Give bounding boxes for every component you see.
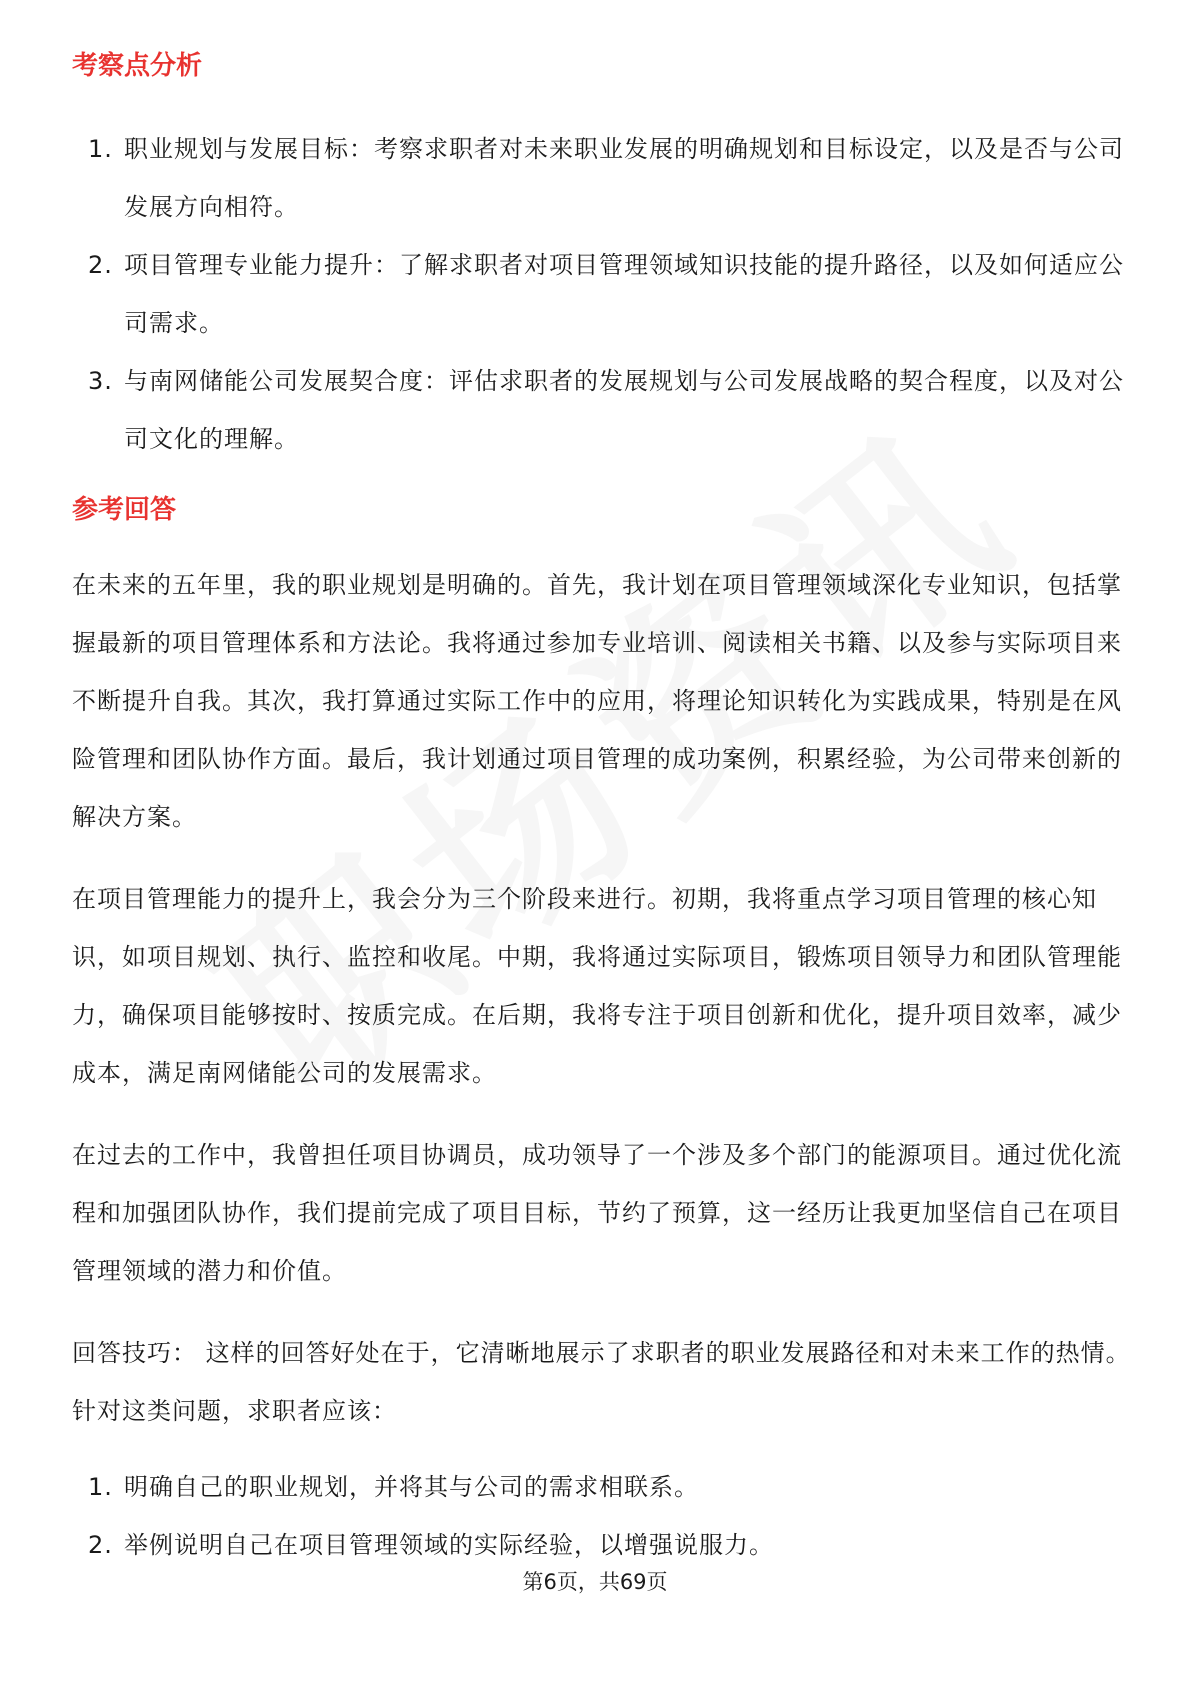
list-text: 职业规划与发展目标：考察求职者对未来职业发展的明确规划和目标设定，以及是否与公司发展方向相符。 xyxy=(124,135,1124,221)
answer-title: 参考回答 xyxy=(72,495,177,525)
answer-paragraph: 在项目管理能力的提升上，我会分为三个阶段来进行。初期，我将重点学习项目管理的核心知识，如项目规划、执行、监控和收尾。中期，我将通过实际项目，锻炼项目领导力和团队管理能力，确保项目能够按时、按质完成。在后期，我将专注于项目创新和优化，提升项目效率，减少成本，满足南网储能公司的发展需求。 xyxy=(72,885,1122,1087)
answer-paragraph: 在未来的五年里，我的职业规划是明确的。首先，我计划在项目管理领域深化专业知识，包括掌握最新的项目管理体系和方法论。我将通过参加专业培训、阅读相关书籍、以及参与实际项目来不断提升自我。其次，我打算通过实际工作中的应用，将理论知识转化为实践成果，特别是在风险管理和团队协作方面。最后，我计划通过项目管理的成功案例，积累经验，为公司带来创新的解决方案。 xyxy=(72,571,1122,831)
list-item xyxy=(72,1458,1132,1516)
list-text: 项目管理专业能力提升：了解求职者对项目管理领域知识技能的提升路径，以及如何适应公司需求。 xyxy=(124,251,1124,337)
list-number: 2. xyxy=(88,251,113,279)
list-number: 3. xyxy=(88,367,113,395)
list-text: 明确自己的职业规划，并将其与公司的需求相联系。 xyxy=(124,1473,699,1501)
list-item xyxy=(72,120,1132,236)
page-content xyxy=(72,46,1132,1574)
list-number: 1. xyxy=(88,1473,113,1501)
analysis-list xyxy=(72,120,1132,468)
page-number: 第6页，共69页 xyxy=(522,1570,668,1594)
list-item xyxy=(72,352,1132,468)
list-number: 1. xyxy=(88,135,113,163)
list-number: 2. xyxy=(88,1531,113,1559)
list-text: 与南网储能公司发展契合度：评估求职者的发展规划与公司发展战略的契合程度，以及对公司文化的理解。 xyxy=(124,367,1124,453)
analysis-title: 考察点分析 xyxy=(72,51,203,81)
list-text: 举例说明自己在项目管理领域的实际经验，以增强说服力。 xyxy=(124,1531,774,1559)
tips-list xyxy=(72,1458,1132,1574)
answer-paragraph: 在过去的工作中，我曾担任项目协调员，成功领导了一个涉及多个部门的能源项目。通过优化流程和加强团队协作，我们提前完成了项目目标，节约了预算，这一经历让我更加坚信自己在项目管理领域的潜力和价值。 xyxy=(72,1141,1122,1285)
answer-tips-intro: 回答技巧： 这样的回答好处在于，它清晰地展示了求职者的职业发展路径和对未来工作的热情。针对这类问题，求职者应该： xyxy=(72,1339,1131,1425)
list-item xyxy=(72,236,1132,352)
